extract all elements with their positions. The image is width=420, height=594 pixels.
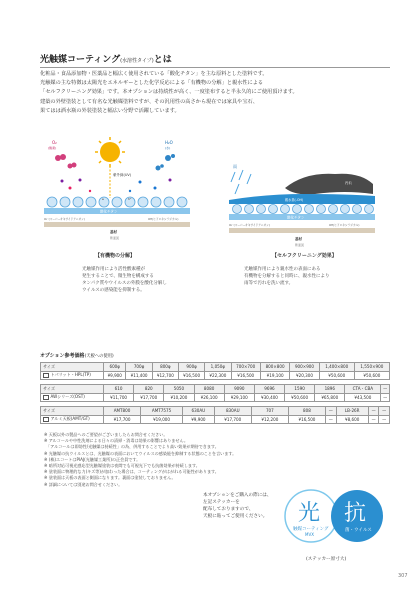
note-item: ※ 塗装面は天板の表面と側面になります。裏面は塗装しておりません。 xyxy=(44,475,176,481)
cross-section-label: 断面図 xyxy=(295,243,305,247)
page-title: 光触媒コーティング(水溶性タイプ)とは xyxy=(40,52,390,68)
intro-line: 「セルフクリーニング効果」です。本オプションは持続性が高く、一度塗布すると半永久的にご使用頂けます。 xyxy=(40,89,298,96)
note-item: ※ (株)エコートはPIAJ(光触媒工業所)の正会員です。 xyxy=(44,456,141,462)
sun-icon xyxy=(95,137,125,167)
note-item: ※ 詳細については別途お問合せください。 xyxy=(44,481,123,487)
note-item: ※ 暗所対応可視光感応型光触媒塗装は夜間でも可視光下でも抗菌効果が持続します。 xyxy=(44,463,200,469)
figure-right-caption: 【セルフクリーニング効果】 xyxy=(272,253,337,259)
electron-label: e xyxy=(102,197,104,201)
dirt-shape xyxy=(285,174,373,195)
h2o-sub-label: (水) xyxy=(165,146,171,150)
price-table-amt xyxy=(40,406,390,424)
page-number: 307 xyxy=(398,573,408,579)
checkbox[interactable] xyxy=(43,395,49,401)
figure-left-description: 光触媒作用により活性酸素種が 発生することで、微生物を構成する タンパク質やウイルスの外膜を酸化分解し ウイルスの感染能を抑制する。 xyxy=(82,267,167,293)
rain-icon xyxy=(231,170,251,194)
table-row: トパリット・HPL(TP) ¥9,900 ¥11,400 ¥12,700 ¥16,500 ¥22,300 ¥16,500 ¥19,100 ¥20,300 ¥50,600 ¥50,600 xyxy=(41,371,390,380)
superoxide-label: O₂⁻(スーパーオキサイドアニオン) xyxy=(44,217,85,221)
oxygen-molecule-icon xyxy=(55,154,77,169)
table-header-row: サイズ 600φ 700φ 800φ 900φ 1,050φ 700×700 800×800 900×900 1,400×800 1,550×900 xyxy=(41,363,390,372)
table-row: AWシリーズ(OST) ¥11,700 ¥17,700 ¥10,200 ¥26,100 ¥29,100 ¥30,400 ¥50,600 ¥65,800 ¥43,500 — xyxy=(41,393,390,402)
price-table-title: オプション参考価格(天板への使用) xyxy=(40,353,114,359)
base-layer xyxy=(44,222,190,227)
figure-right-description: 光触媒作用により親水性の表面にある 有機物を分解すると同時に、親水性により 雨等で汚れを洗い流す。 xyxy=(244,267,330,286)
intro-line: 化粧品・食品添加物・医薬品と幅広く使用されている「酸化チタン」を主な原料とした塗料です。 xyxy=(40,71,268,77)
sticker-left-label: 触媒コーティング xyxy=(293,527,329,532)
price-table-aw xyxy=(40,384,390,402)
hydroxyl-label: OH(ヒドロキシラジカル) xyxy=(329,223,360,227)
figure-decomposition xyxy=(40,136,215,246)
intro-line: 光触媒の主な特徴は太陽光をエネルギーとした化学反応による「有機物の分解」と親水性による xyxy=(40,80,264,87)
superoxide-label: O₂⁻(スーパーオキサイドアニオン) xyxy=(229,223,270,227)
sticker-right-label: 菌・ウイルス xyxy=(345,528,372,533)
intro-line: 果てはは酒水瓶の外装塗装と幅広い分野で活躍しています。 xyxy=(40,107,180,114)
cross-section-label: 断面図 xyxy=(110,236,120,240)
sticker-left-brand: MVX xyxy=(305,532,314,537)
note-item: ※ 光触媒の抗ウイルスとは、光触媒の表面においてウイルスの感染能を抑制する状態のことを言います。 xyxy=(44,450,237,456)
note-item: ※ 天板以外の製品へのご要望がございましたらお問合せください。 xyxy=(44,432,168,437)
base-layer xyxy=(229,228,375,233)
hydroxyl-label: OH(ヒドロキシラジカル) xyxy=(148,217,179,221)
section-heading xyxy=(40,52,390,68)
intro-text xyxy=(40,70,385,116)
base-label: 基材 xyxy=(110,230,117,234)
sticker-right-char: 抗 xyxy=(344,501,367,526)
figure-self-cleaning xyxy=(225,160,380,250)
intro-line: 建築の外壁塗装として有名な光触媒塗料ですが、その汎用性の高さから現在では家具や宝石、 xyxy=(40,98,258,105)
figure-left-caption: 【有機物の分解】 xyxy=(95,253,136,259)
rain-label: 雨 xyxy=(233,164,237,169)
hole-label: h⁺ xyxy=(128,197,132,201)
sticker-left-char: 光 xyxy=(298,501,321,526)
tio2-label: 酸化チタン xyxy=(287,215,305,220)
dirt-label: 汚れ xyxy=(345,181,352,185)
o2-sub-label: (酸素) xyxy=(48,146,57,150)
photocatalyst-particles xyxy=(47,197,187,207)
table-row: アルミ天板(AMT/GT) ¥17,700 ¥19,000 ¥9,900 ¥17,700 ¥12,200 ¥16,500 — ¥8,600 — — xyxy=(41,415,390,424)
uv-label: 紫外線(UV) xyxy=(113,173,132,177)
sticker-caption: (ステッカー原寸大) xyxy=(306,557,347,562)
o2-label: O₂ xyxy=(52,140,57,145)
note-item: 「アルコールは即効性/光触媒は持続性」の為、併用することでより高い効果が期待できます。 xyxy=(44,444,219,450)
price-table-tp xyxy=(40,362,390,380)
tio2-label: 酸化チタン xyxy=(100,209,118,214)
h2o-label: H₂O xyxy=(165,140,173,145)
base-label: 基材 xyxy=(295,237,302,241)
notes-list xyxy=(44,432,236,488)
note-item: ※ アルコールや中性洗剤による日々の清掃・消毒は効果の影響はありません。 xyxy=(44,438,188,444)
hydrophilic-label: 親水基(-OH) xyxy=(285,198,304,202)
sticker-graphic xyxy=(284,482,384,554)
reaction-dots xyxy=(61,179,172,193)
note-item: ※ 塗装面に物理的な力(キズ等)が加わった場合は、コーティングがはがれる可能性があります。 xyxy=(44,469,219,475)
checkbox[interactable] xyxy=(43,373,49,379)
checkbox[interactable] xyxy=(43,417,49,423)
table-header-row: サイズ 610 820 5050 8080 9090 9696 1590 1896 CTA・CBA — xyxy=(41,385,390,394)
photocatalyst-particles xyxy=(233,205,374,214)
water-molecule-icon xyxy=(156,154,176,171)
sticker-instructions: 本オプションをご購入の際には、 左記ステッカーを 配布しておりますので、 天板に貼ってご使用ください。 xyxy=(203,493,272,519)
table-header-row: サイズ AMT800 AMT7575 630AU 830AU 707 808 — LB-26R — — xyxy=(41,407,390,416)
